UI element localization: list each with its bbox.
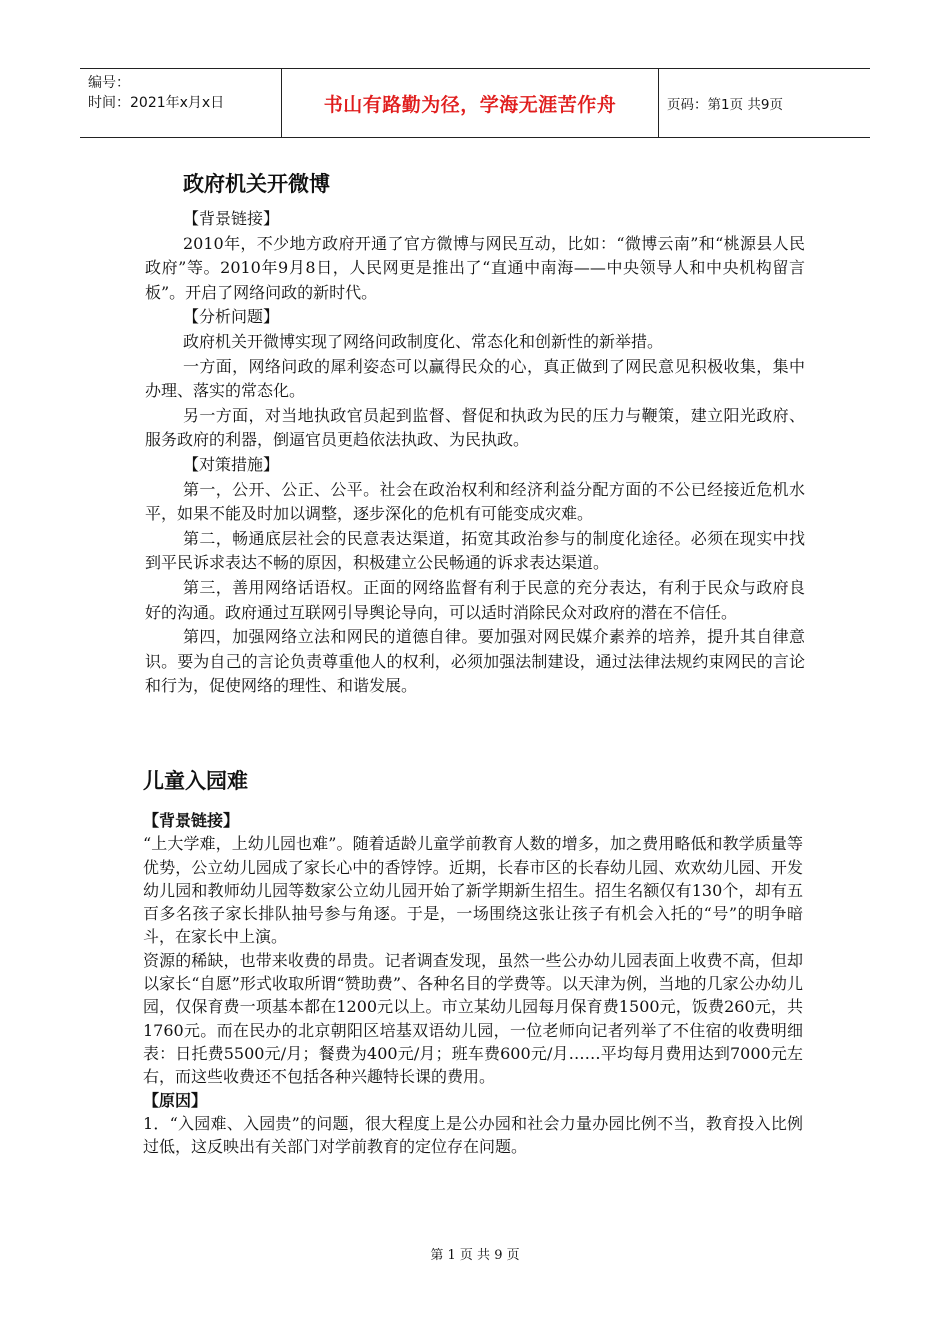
page-footer: 第 1 页 共 9 页 (430, 1248, 520, 1263)
paragraph: 第四，加强网络立法和网民的道德自律。要加强对网民媒介素养的培养，提升其自律意识。要为自己的言论负责尊重他人的权利，必须加强法制建设，通过法律法规约束网民的言论和行为，促使网络的理性、和谐发展。 (145, 627, 805, 696)
paragraph: 一方面，网络问政的犀利姿态可以赢得民众的心，真正做到了网民意见积极收集，集中办理、落实的常态化。 (145, 356, 805, 401)
article-government-weibo (145, 168, 805, 699)
paragraph: 【分析问题】 (183, 307, 280, 327)
paragraph: 2010年，不少地方政府开通了官方微博与网民互动，比如：“微博云南”和“桃源县人民政府”等。2010年9月8日，人民网更是推出了“直通中南海——中央领导人和中央机构留言板”。开启了网络问政的新时代。 (145, 233, 805, 302)
section-heading: 【背景链接】 (143, 811, 240, 830)
time-label: 时间：2021年x月x日 (88, 95, 225, 111)
paragraph: 第二，畅通底层社会的民意表达渠道，拓宽其政治参与的制度化途径。必须在现实中找到平民诉求表达不畅的原因，积极建立公民畅通的诉求表达渠道。 (145, 528, 805, 573)
page-header (80, 68, 870, 138)
paragraph: 第一，公开、公正、公平。社会在政治权利和经济利益分配方面的不公已经接近危机水平，如果不能及时加以调整，逐步深化的危机有可能变成灾难。 (145, 479, 805, 524)
section-heading: 【原因】 (143, 1090, 208, 1110)
header-page-info: 页码：第1页 共9页 (667, 97, 783, 113)
header-meta (80, 69, 282, 137)
article-title: 政府机关开微博 (183, 172, 330, 196)
paragraph: 【对策措施】 (183, 454, 280, 474)
header-motto: 书山有路勤为径，学海无涯苦作舟 (282, 69, 659, 137)
paragraph: 1．“入园难、入园贵”的问题，很大程度上是公办园和社会力量办园比例不当，教育投入比例过低，这反映出有关部门对学前教育的定位存在问题。 (143, 1113, 803, 1157)
article-title: 儿童入园难 (143, 769, 248, 793)
paragraph: 另一方面，对当地执政官员起到监督、督促和执政为民的压力与鞭策，建立阳光政府、服务政府的利器，倒逼官员更趋依法执政、为民执政。 (145, 405, 805, 450)
paragraph: 政府机关开微博实现了网络问政制度化、常态化和创新性的新举措。 (183, 331, 664, 351)
paragraph: 资源的稀缺，也带来收费的昂贵。记者调查发现，虽然一些公办幼儿园表面上收费不高，但却以家长“自愿”形式收取所谓“赞助费”、各种名目的学费等。以天津为例，当地的几家公办幼儿园，仅保育费一项基本都在1200元以上。市立某幼儿园每月保育费1500元，饭费260元，共1760元。而在民办的北京朝阳区培基双语幼儿园，一位老师向记者列举了不住宿的收费明细表：日托费5500元/月；餐费为400元/月；班车费600元/月……平均每月费用达到7000元左右，而这些收费还不包括各种兴趣特长课的费用。 (143, 950, 803, 1087)
article-kindergarten-admission (143, 765, 803, 1158)
paragraph: 【背景链接】 (183, 209, 280, 228)
paragraph: 第三，善用网络话语权。正面的网络监督有利于民意的充分表达，有利于民众与政府良好的沟通。政府通过互联网引导舆论导向，可以适时消除民众对政府的潜在不信任。 (145, 577, 805, 622)
number-label: 编号： (88, 75, 130, 91)
paragraph: “上大学难，上幼儿园也难”。随着适龄儿童学前教育人数的增多，加之费用略低和教学质量等优势，公立幼儿园成了家长心中的香饽饽。近期，长春市区的长春幼儿园、欢欢幼儿园、开发幼儿园和教师幼儿园等数家公立幼儿园开始了新学期新生招生。招生名额仅有130个，却有五百多名孩子家长排队抽号参与角逐。于是，一场围绕这张让孩子有机会入托的“号”的明争暗斗，在家长中上演。 (143, 834, 803, 947)
